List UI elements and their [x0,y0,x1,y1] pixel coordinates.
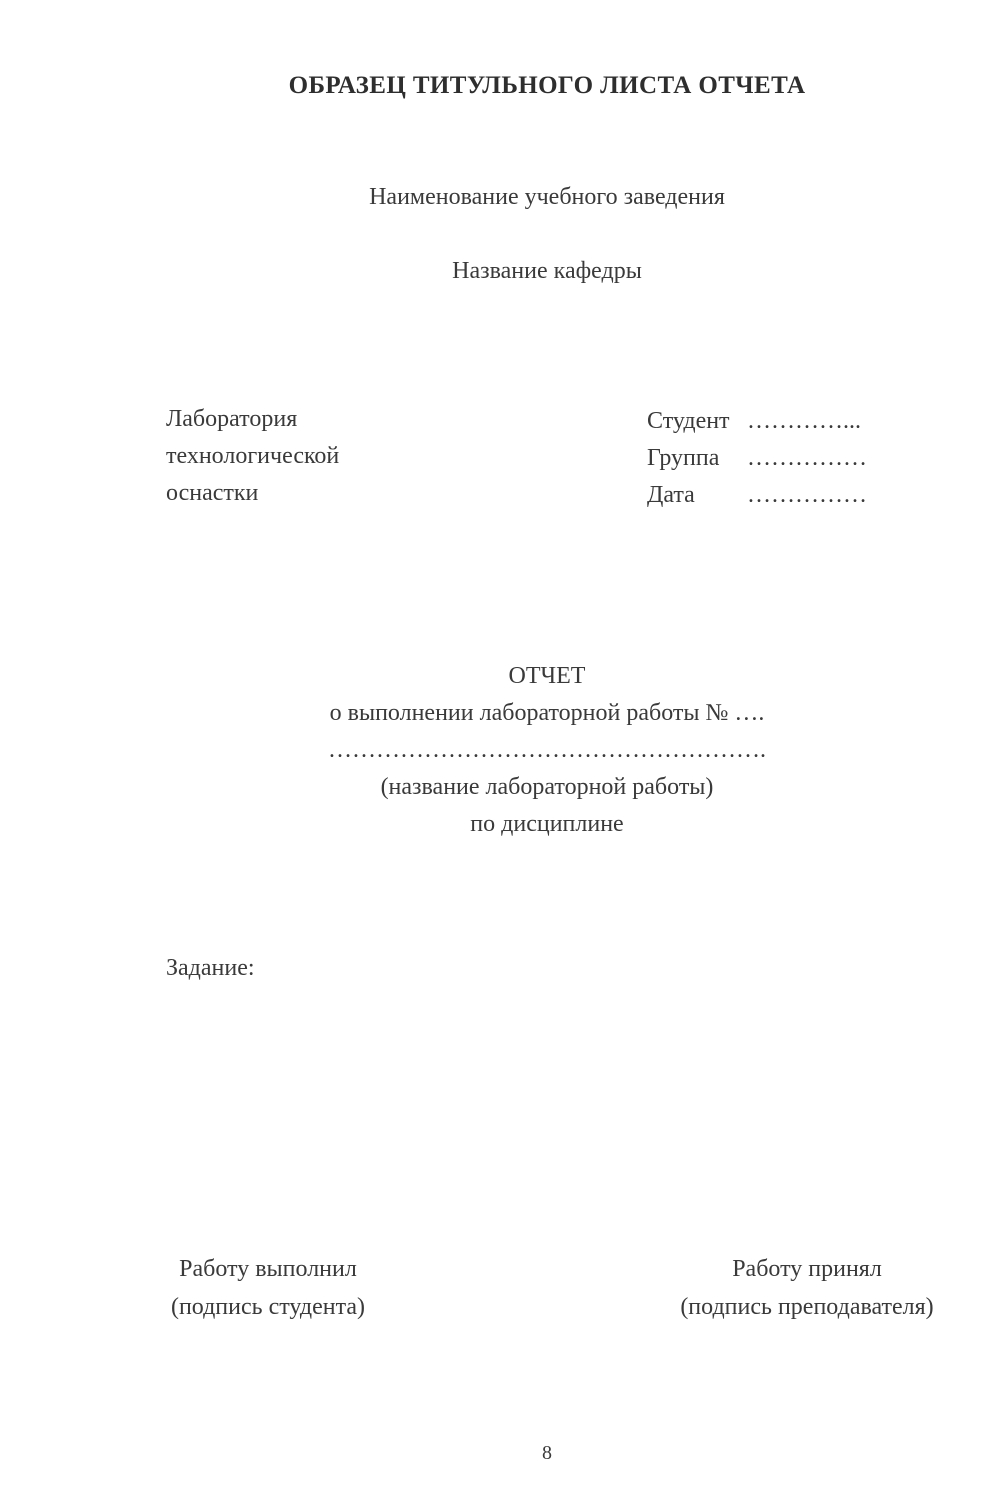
task-label: Задание: [166,955,255,981]
report-dots: ………………………………………………. [328,737,766,763]
teacher-signature-hint: (подпись преподавателя) [680,1294,934,1320]
date-value: …………… [747,482,867,508]
date-row [647,477,867,514]
document-heading: ОБРАЗЕЦ ТИТУЛЬНОГО ЛИСТА ОТЧЕТА [288,72,806,99]
student-row [647,403,867,440]
group-value: …………… [747,445,867,471]
report-title-block [0,658,1000,843]
report-heading: ОТЧЕТ [508,663,586,689]
laboratory-block [166,401,339,512]
teacher-signature-title: Работу принял [732,1256,882,1282]
student-signature-hint: (подпись студента) [170,1294,366,1320]
student-value: …………... [747,408,861,434]
student-signature-title: Работу выполнил [179,1256,357,1282]
teacher-signature-block [654,1250,960,1326]
group-row [647,440,867,477]
report-discipline: по дисциплине [470,811,624,837]
group-label: Группа [647,445,720,471]
page-number: 8 [542,1442,552,1464]
department-name: Название кафедры [452,258,642,284]
lab-line: Лаборатория [166,406,298,432]
report-subtitle: о выполнении лабораторной работы № …. [329,700,765,726]
report-name-hint: (название лабораторной работы) [380,774,714,800]
student-info-block [647,403,867,514]
student-signature-block [150,1250,386,1326]
lab-line: технологической [166,443,340,469]
date-label: Дата [647,482,695,508]
lab-line: оснастки [166,480,259,506]
student-label: Студент [647,408,730,434]
institution-name: Наименование учебного заведения [369,184,725,210]
